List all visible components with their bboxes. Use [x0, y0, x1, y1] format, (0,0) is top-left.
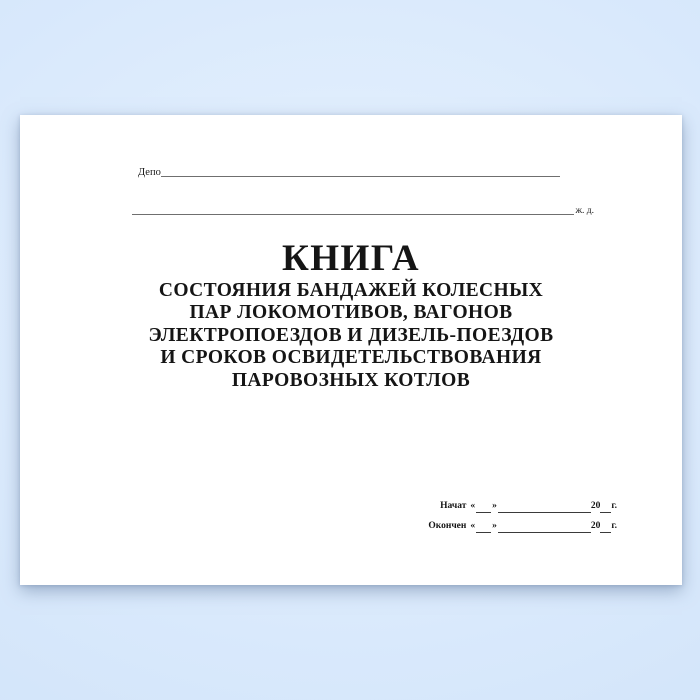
started-month-blank: [498, 502, 591, 513]
depo-line: [138, 165, 560, 179]
book-cover-page: [20, 115, 682, 585]
quote-close: »: [492, 501, 497, 511]
started-label: Начат: [440, 501, 467, 511]
finished-row: [428, 520, 617, 533]
railroad-suffix-label: ж. д.: [575, 206, 594, 216]
year-prefix: 20: [590, 521, 601, 531]
railroad-fill-line: [132, 214, 574, 215]
finished-day-blank: [476, 522, 491, 533]
finished-label: Окончен: [428, 521, 467, 531]
subtitle-line: ПАР ЛОКОМОТИВОВ, ВАГОНОВ: [189, 302, 513, 324]
book-subtitle: [20, 280, 682, 392]
started-day-blank: [476, 502, 491, 513]
subtitle-line: СОСТОЯНИЯ БАНДАЖЕЙ КОЛЕСНЫХ: [158, 280, 544, 301]
depo-label: Депо: [138, 167, 161, 178]
book-title: КНИГА: [281, 238, 421, 279]
title-block: [20, 239, 682, 392]
finished-year-blank: [600, 522, 611, 533]
quote-open: «: [470, 501, 476, 511]
subtitle-line: ЭЛЕКТРОПОЕЗДОВ И ДИЗЕЛЬ-ПОЕЗДОВ: [148, 324, 554, 346]
quote-open: «: [470, 521, 476, 531]
year-suffix: г.: [611, 501, 617, 511]
year-prefix: 20: [590, 501, 601, 511]
depo-fill-line: [161, 176, 560, 177]
finished-month-blank: [498, 522, 591, 533]
quote-close: »: [492, 521, 497, 531]
subtitle-line: И СРОКОВ ОСВИДЕТЕЛЬСТВОВАНИЯ: [160, 347, 542, 369]
subtitle-line: ПАРОВОЗНЫХ КОТЛОВ: [231, 369, 471, 391]
started-year-blank: [600, 502, 611, 513]
started-row: [428, 500, 617, 513]
dates-block: [428, 500, 617, 533]
year-suffix: г.: [611, 521, 617, 531]
railroad-line: [132, 203, 594, 217]
